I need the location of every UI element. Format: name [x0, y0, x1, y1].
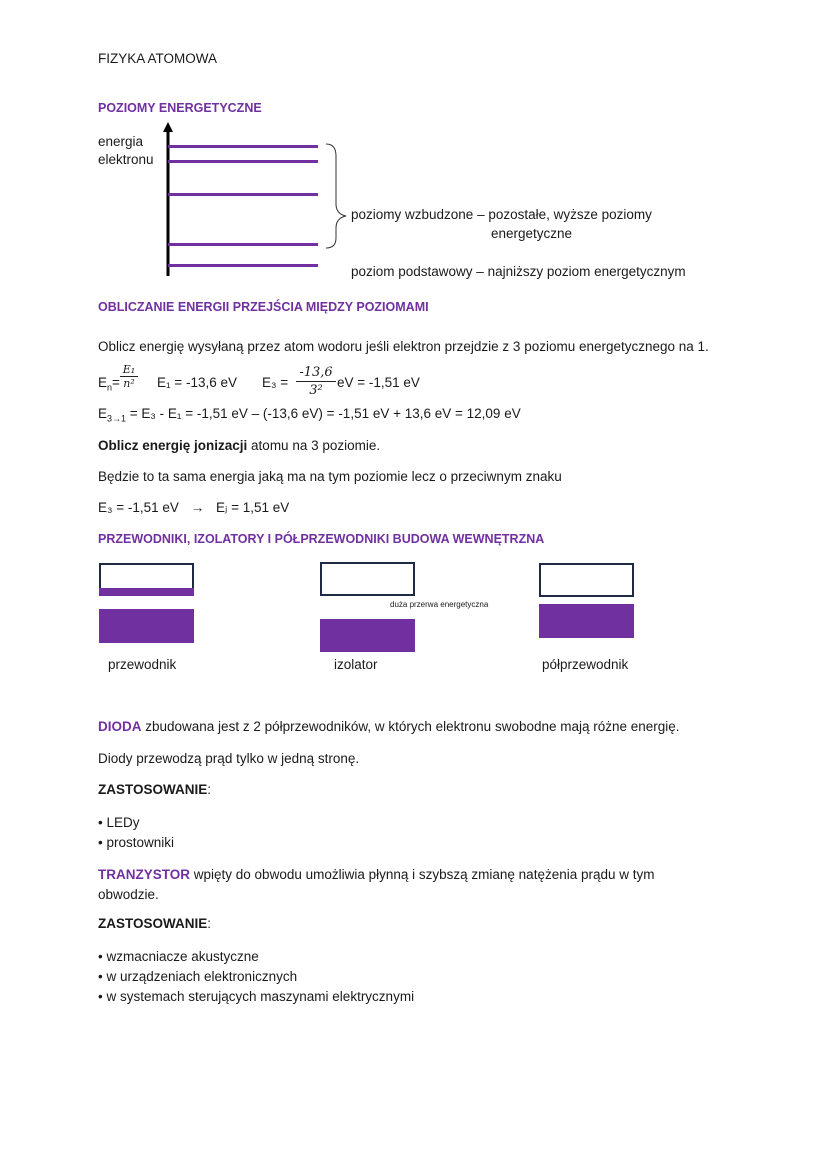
e3-fraction-numerator: -13,6 [296, 364, 336, 382]
list-item-text: LEDy [106, 815, 140, 830]
list-item: • w systemach sterujących maszynami elektrycznymi [98, 989, 415, 1004]
conductor-band-overlap [99, 588, 194, 596]
e3-fraction-denominator: 3² [309, 383, 323, 398]
en-subscript: n [107, 382, 113, 393]
diode-term: DIODA [98, 719, 142, 734]
energy-level-line [168, 145, 318, 148]
section-title-levels: POZIOMY ENERGETYCZNE [98, 101, 262, 115]
gap-label: duża przerwa energetyczna [390, 600, 489, 609]
transistor-desc-line-1: wpięty do obwodu umożliwia płynną i szybszą zmianę natężenia prądu w tym [190, 867, 655, 882]
diode-apps-heading: ZASTOSOWANIE: [98, 782, 212, 797]
conductor-label: przewodnik [108, 657, 177, 672]
insulator-label: izolator [334, 657, 378, 672]
axis-label [98, 133, 154, 169]
ionization-result [98, 500, 289, 516]
list-item-text: wzmacniacze akustyczne [106, 949, 259, 964]
diode-desc: zbudowana jest z 2 półprzewodników, w których elektronu swobodne mają różne energię. [141, 719, 680, 734]
diode-apps-label: ZASTOSOWANIE [98, 782, 208, 797]
ionization-task-bold: Oblicz energię jonizacji [98, 438, 248, 453]
transition-calculation [98, 406, 521, 424]
e1-value: E₁ = -13,6 eV [157, 375, 237, 390]
list-item: • LEDy [98, 815, 140, 830]
fraction-denominator: n² [123, 377, 135, 390]
list-item: • prostowniki [98, 835, 175, 850]
transistor-apps-list [98, 947, 414, 1007]
page-header: FIZYKA ATOMOWA [98, 51, 218, 66]
axis-label-line-1: energia [98, 134, 144, 149]
insulator-conduction-band [320, 562, 415, 596]
section-title-bands: PRZEWODNIKI, IZOLATORY I PÓŁPRZEWODNIKI BUDOWA WEWNĘTRZNA [98, 532, 545, 546]
list-item: • w urządzeniach elektronicznych [98, 969, 298, 984]
conductor-valence-band [99, 609, 194, 643]
list-item-text: prostowniki [106, 835, 175, 850]
fraction-numerator: E₁ [120, 363, 138, 377]
en-symbol: E [98, 375, 108, 390]
energy-level-line [168, 243, 318, 246]
ej-value: Eⱼ = 1,51 eV [215, 500, 290, 515]
e3-result: eV = -1,51 eV [337, 375, 420, 390]
semiconductor-valence-band [539, 604, 634, 638]
semiconductor-conduction-band [539, 563, 634, 597]
diode-apps-list [98, 813, 174, 853]
insulator-valence-band [320, 619, 415, 652]
diode-description [98, 719, 680, 734]
transistor-apps-heading: ZASTOSOWANIE: [98, 916, 212, 931]
excited-levels-label-cont: energetyczne [491, 226, 573, 241]
transistor-apps-label: ZASTOSOWANIE [98, 916, 208, 931]
equals-sign: = [112, 375, 120, 390]
e31-calculation: = E₃ - E₁ = -1,51 eV – (-13,6 eV) = -1,51 eV + 13,6 eV = 12,09 eV [126, 406, 521, 421]
excited-levels-label: poziomy wzbudzone – pozostałe, wyższe poziomy [351, 207, 652, 222]
same-energy-text: Będzie to ta sama energia jaką ma na tym poziomie lecz o przeciwnym znaku [98, 469, 562, 484]
curly-brace-icon [324, 142, 348, 250]
axis-label-line-2: elektronu [98, 152, 154, 167]
transistor-description [98, 865, 655, 905]
energy-level-line [168, 193, 318, 196]
e3-value: E₃ = -1,51 eV [98, 500, 179, 515]
diode-direction: Diody przewodzą prąd tylko w jedną stronę. [98, 751, 360, 766]
list-item-text: w urządzeniach elektronicznych [106, 969, 298, 984]
e3-lhs: E₃ = [262, 375, 289, 390]
ground-level-label: poziom podstawowy – najniższy poziom energetycznym [351, 264, 686, 279]
task-text: Oblicz energię wysyłaną przez atom wodoru jeśli elektron przejdzie z 3 poziomu energetycznego na 1. [98, 339, 709, 354]
list-item: • wzmacniacze akustyczne [98, 949, 259, 964]
e3-fraction [296, 364, 336, 399]
energy-level-line [168, 160, 318, 163]
semiconductor-label: półprzewodnik [542, 657, 629, 672]
section-title-transition: OBLICZANIE ENERGII PRZEJŚCIA MIĘDZY POZIOMAMI [98, 300, 429, 314]
transistor-term: TRANZYSTOR [98, 867, 191, 882]
en-fraction [120, 363, 138, 390]
ground-level-line [168, 264, 318, 267]
e31-symbol: E [98, 406, 108, 421]
transistor-desc-line-2: obwodzie. [98, 887, 159, 902]
ionization-task-rest: atomu na 3 poziomie. [247, 438, 381, 453]
en-formula [98, 375, 120, 393]
ionization-task [98, 438, 380, 453]
e31-subscript: 3→1 [107, 413, 127, 424]
arrow-right-icon: → [190, 500, 205, 515]
list-item-text: w systemach sterujących maszynami elektrycznymi [106, 989, 415, 1004]
